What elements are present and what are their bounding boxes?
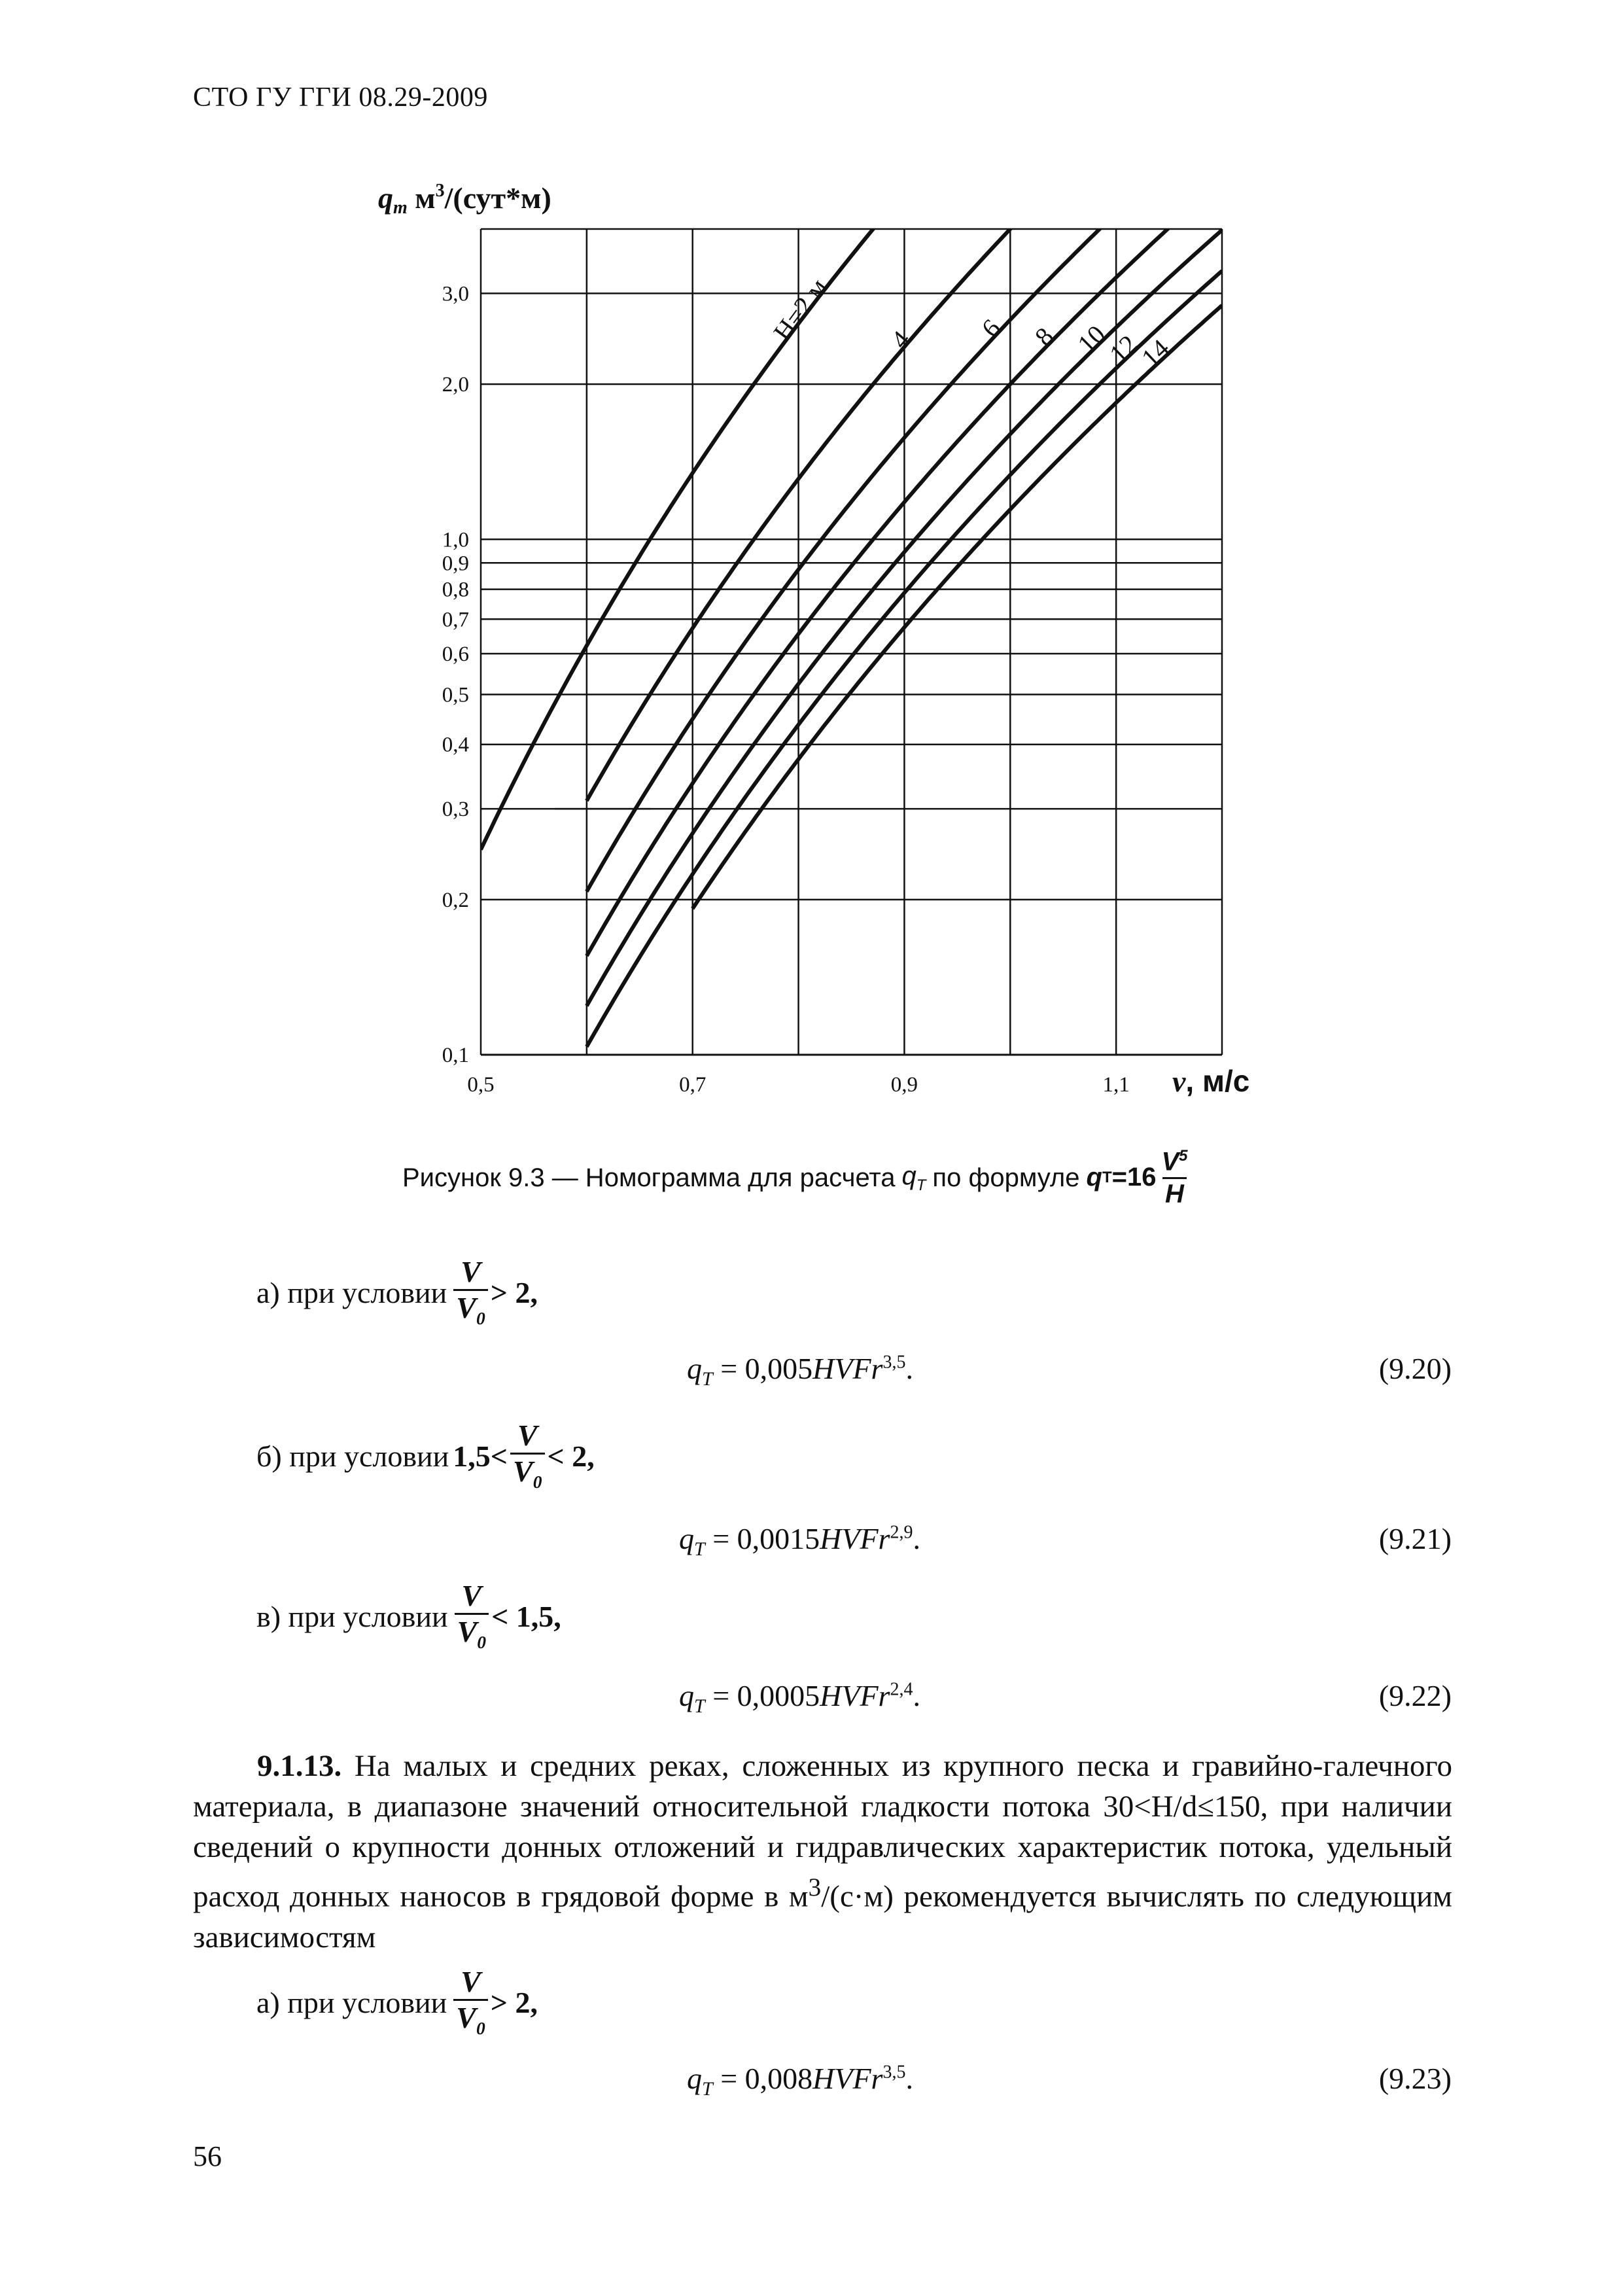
caption-formula: q T =16 $\frac{V^5}{H}$ bbox=[1087, 1148, 1193, 1207]
y-tick-label: 0,1 bbox=[442, 1044, 469, 1067]
x-tick-label: 0,9 bbox=[890, 1073, 918, 1097]
curve-labels bbox=[767, 273, 1175, 373]
equation-number-9-21: (9.21) bbox=[1378, 1522, 1452, 1555]
x-axis-ticks bbox=[467, 1073, 1129, 1097]
curve-label-h-10: 10 bbox=[1072, 319, 1111, 359]
curve-label-h-12: 12 bbox=[1104, 328, 1143, 369]
condition-a: а) при условии $\frac{V}{V_0}$ > 2, bbox=[256, 1254, 538, 1329]
equation-number-9-23: (9.23) bbox=[1378, 2062, 1452, 2095]
y-tick-label: 0,7 bbox=[442, 608, 469, 632]
x-axis-label: v, м/с bbox=[1172, 1064, 1250, 1098]
caption-q-symbol: $q_T$ bbox=[901, 1161, 926, 1194]
y-tick-label: 2,0 bbox=[442, 373, 469, 397]
y-axis-label: qт $м^3/(сут*м)$ bbox=[378, 181, 551, 218]
condition-final-a: а) при условии $\frac{V}{V_0}$ > 2, bbox=[256, 1964, 538, 2039]
curve-label-h-2: H=2 м bbox=[767, 272, 833, 347]
y-tick-label: 0,4 bbox=[442, 733, 469, 757]
guide-lines bbox=[555, 563, 788, 809]
section-number: 9.1.13. bbox=[257, 1749, 342, 1783]
curve-label-h-8: 8 bbox=[1028, 321, 1060, 352]
x-tick-label: 1,1 bbox=[1102, 1073, 1130, 1097]
curve-label-h-14: 14 bbox=[1136, 333, 1175, 373]
caption-prefix: Рисунок 9.3 — Номограмма для расчета bbox=[402, 1163, 896, 1192]
equation-number-9-22: (9.22) bbox=[1378, 1679, 1452, 1712]
caption-middle: по формуле bbox=[932, 1163, 1080, 1192]
curve-label-h-6: 6 bbox=[975, 313, 1007, 344]
section-9-1-13-paragraph: 9.1.13. На малых и средних реках, сложенных из крупного песка и гравийно-галечного материала, в диапазоне значений относительной гладкости потока 30<H/d≤150, при наличии сведений о крупности донных отложений и гидравлических характеристик потока, удельный расход донных наносов в грядовой форме в $м^3/(с\cdot м)$ рекомендуется вычислять по следующим зависимостям bbox=[193, 1749, 1453, 1954]
formula-9-23: $q_T$ = 0,008HVFr$^{3,5}$. bbox=[687, 2062, 913, 2100]
equation-number-9-20: (9.20) bbox=[1378, 1352, 1452, 1385]
condition-final-a-fraction: $\frac{V}{V_0}$ bbox=[453, 1966, 487, 2038]
nomogram-curves bbox=[481, 0, 1222, 1047]
formula-9-22: $q_T$ = 0,0005HVFr$^{2,4}$. bbox=[679, 1679, 920, 1718]
condition-a-fraction: $\frac{V}{V_0}$ bbox=[453, 1256, 487, 1328]
y-tick-label: 0,6 bbox=[442, 643, 469, 667]
formula-9-21: $q_T$ = 0,0015HVFr$^{2,9}$. bbox=[679, 1522, 920, 1561]
formula-9-20: $q_T$ = 0,005HVFr$^{3,5}$. bbox=[687, 1352, 913, 1390]
curve-h-2 bbox=[481, 0, 1222, 850]
y-tick-label: 0,3 bbox=[442, 798, 469, 822]
y-tick-label: 0,9 bbox=[442, 552, 469, 576]
condition-c: в) при условии $\frac{V}{V_0}$ < 1,5, bbox=[256, 1578, 561, 1653]
y-tick-label: 0,5 bbox=[442, 683, 469, 707]
document-code-header: СТО ГУ ГГИ 08.29-2009 bbox=[193, 82, 488, 113]
y-tick-label: 3,0 bbox=[442, 282, 469, 306]
y-tick-label: 0,8 bbox=[442, 578, 469, 602]
curve-label-h-4: 4 bbox=[884, 325, 916, 355]
x-tick-label: 0,5 bbox=[467, 1073, 495, 1097]
caption-formula-fraction: $\frac{V^5}{H}$ bbox=[1161, 1147, 1188, 1209]
condition-b: б) при условии 1,5< $\frac{V}{V_0}$ < 2, bbox=[256, 1418, 595, 1492]
condition-b-fraction: $\frac{V}{V_0}$ bbox=[510, 1420, 544, 1492]
y-tick-label: 1,0 bbox=[442, 528, 469, 552]
figure-caption bbox=[402, 1142, 1193, 1214]
x-tick-label: 0,7 bbox=[679, 1073, 707, 1097]
y-tick-label: 0,2 bbox=[442, 888, 469, 912]
page-number: 56 bbox=[193, 2140, 222, 2172]
condition-c-fraction: $\frac{V}{V_0}$ bbox=[455, 1580, 489, 1652]
y-axis-ticks bbox=[442, 282, 469, 1067]
